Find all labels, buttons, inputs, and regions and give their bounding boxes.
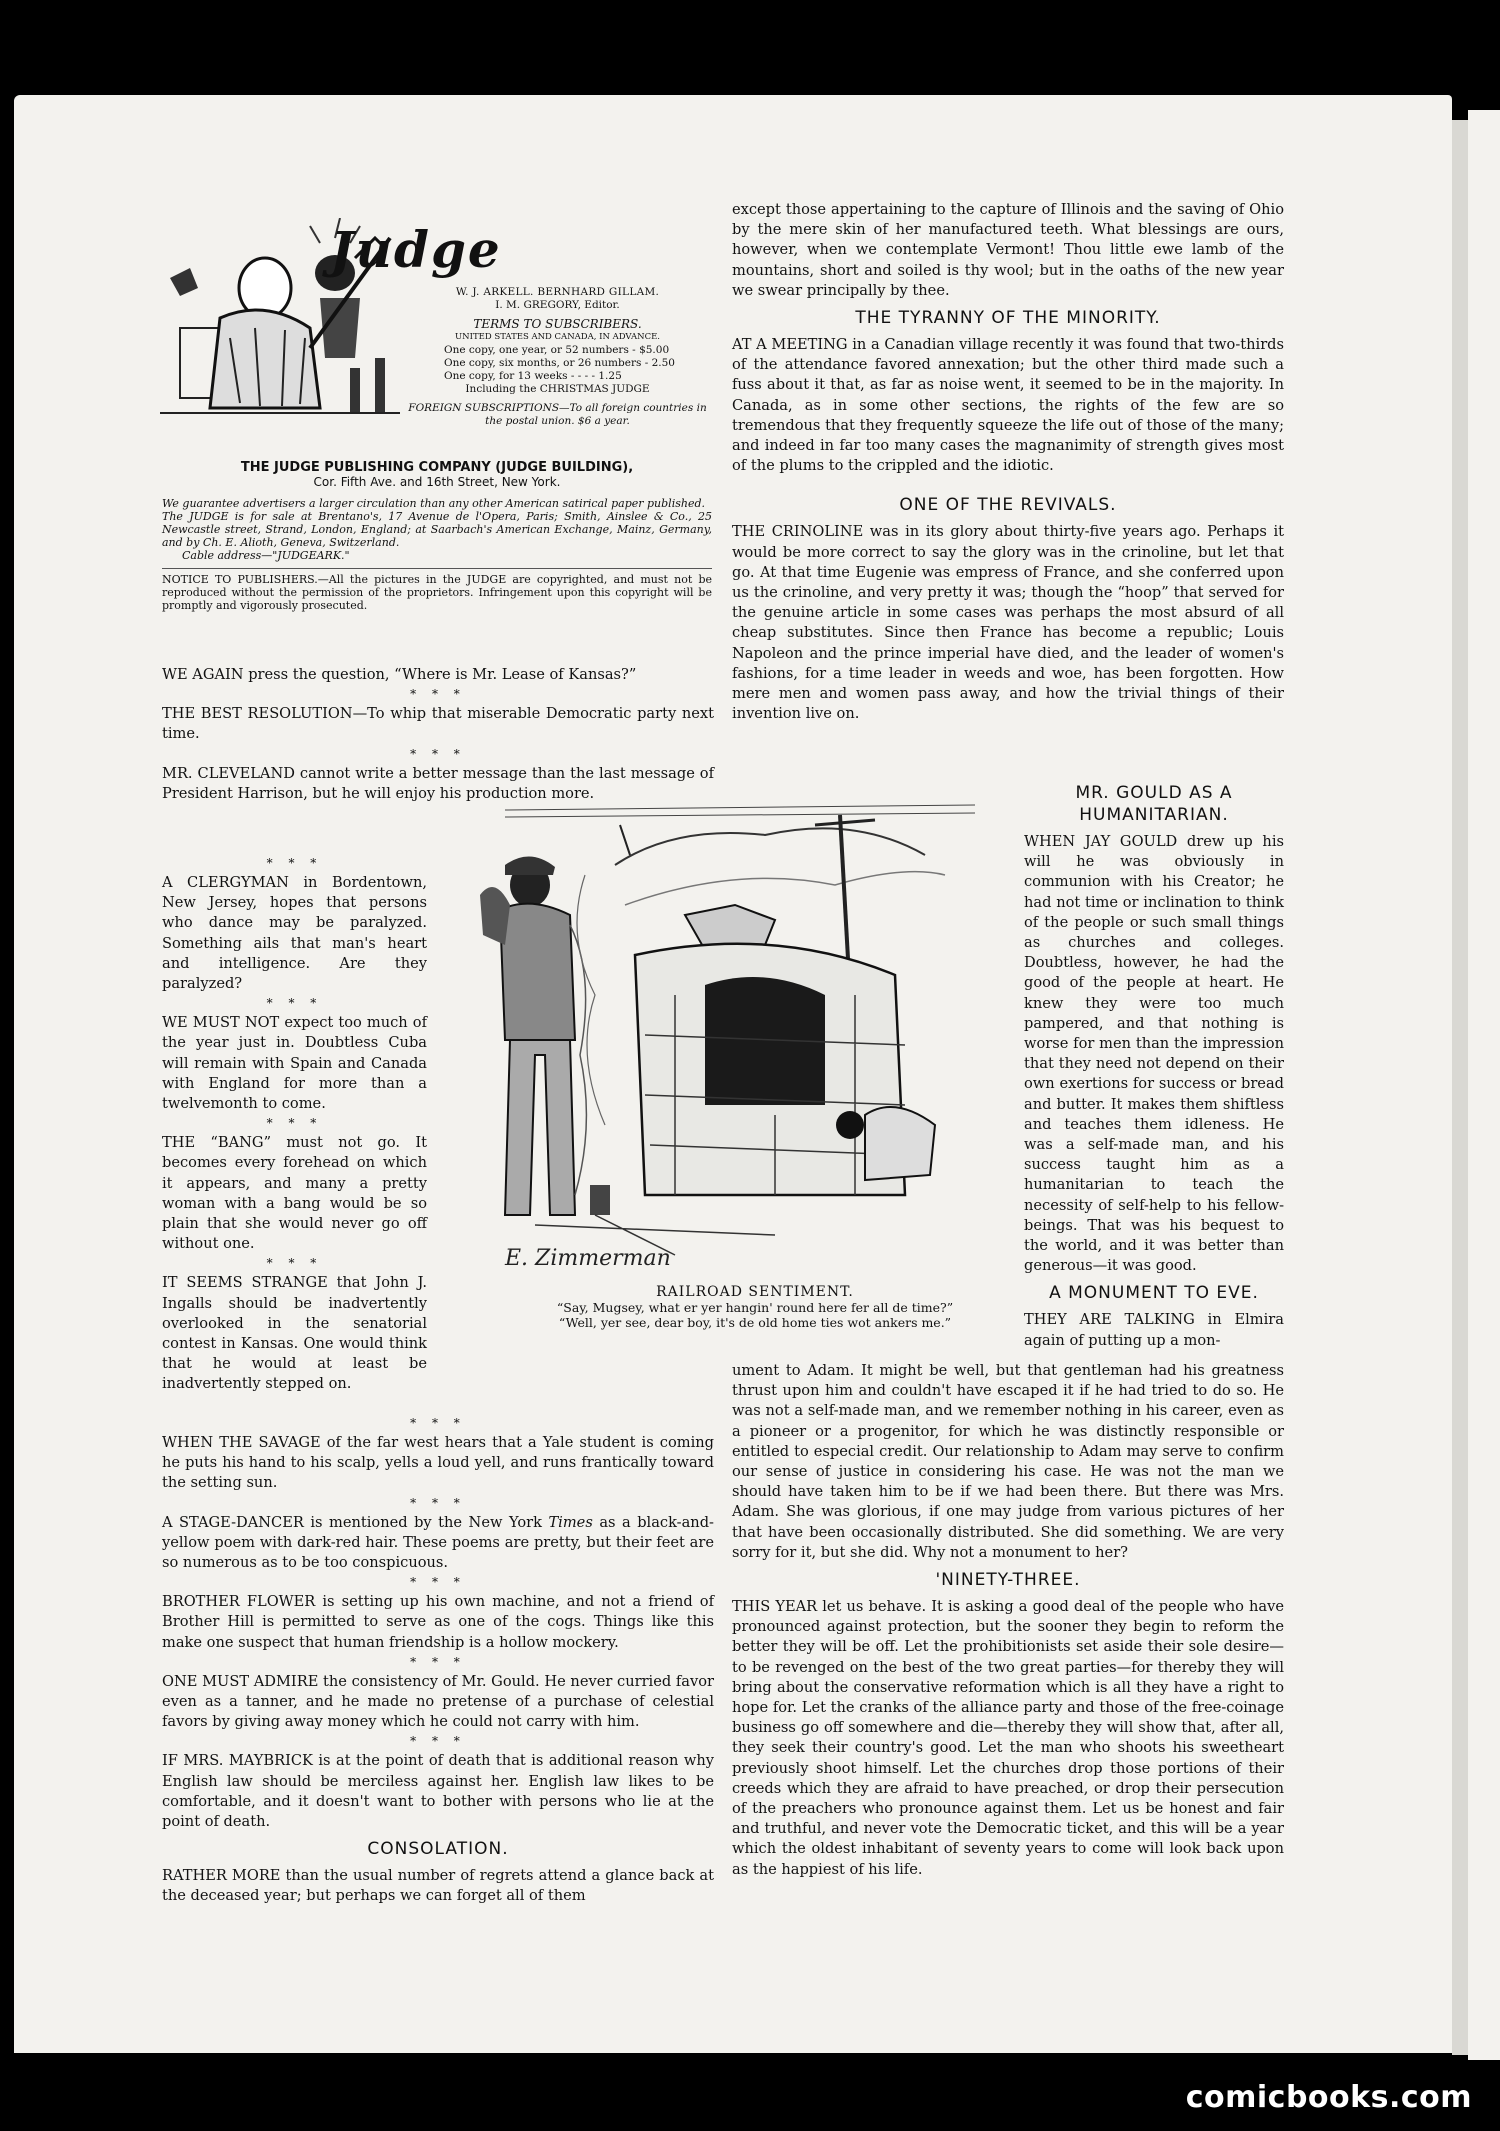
right-column bbox=[732, 200, 1284, 726]
terms-line: One copy, for 13 weeks - - - - 1.25 bbox=[444, 370, 622, 382]
watermark: comicbooks.com bbox=[1185, 2080, 1472, 2115]
separator: * * * bbox=[410, 746, 466, 761]
paragraph: WE AGAIN press the question, “Where is Mr. Lease of Kansas?” bbox=[162, 666, 637, 683]
paragraph bbox=[162, 1513, 714, 1574]
separator: * * * bbox=[266, 1256, 323, 1271]
terms-line: One copy, six months, or 26 numbers - 2.50 bbox=[444, 357, 675, 369]
illustration-caption bbox=[505, 1285, 1005, 1330]
foreign-subscriptions: FOREIGN SUBSCRIPTIONS—To all foreign countries in the postal union. $6 a year. bbox=[408, 402, 707, 427]
left-narrow-column bbox=[162, 855, 427, 1397]
paragraph-text: A STAGE-DANCER is mentioned by the New York bbox=[162, 1513, 549, 1531]
separator: * * * bbox=[410, 1416, 466, 1430]
left-column bbox=[162, 665, 714, 806]
paragraph: A CLERGYMAN in Bordentown, New Jersey, hopes that persons who dance may be paralyzed. Something ails that man's heart and intelligence. Are they paralyzed? bbox=[162, 874, 427, 993]
next-page-edge bbox=[1468, 110, 1500, 2060]
paragraph: WHEN THE SAVAGE of the far west hears that a Yale student is coming he puts his hand to his scalp, yells a loud yell, and runs frantically toward the setting sun. bbox=[162, 1434, 714, 1492]
terms-line: One copy, one year, or 52 numbers - $5.00 bbox=[444, 344, 670, 356]
paragraph: AT A MEETING in a Canadian village recently it was found that two-thirds of the attendance favored annexation; but the other third made such a fuss about it that, as far as noise went, it seemed to be in the majority. In Canada, as in some other sections, the rights of the few are so tremendous that they frequently squeeze the life out of those of the many; and indeed in far too many cases the magnanimity of strength gives most of the plums to the crippled and the idiotic. bbox=[732, 336, 1284, 475]
advertiser-guarantee: We guarantee advertisers a larger circulation than any other American satirical paper published. bbox=[162, 497, 705, 510]
paragraph-text: as a black-and-yellow poem with dark-red hair. These poems are pretty, but their feet are so numerous as to be too conspicuous. bbox=[162, 1513, 714, 1572]
company-name: THE JUDGE PUBLISHING COMPANY (JUDGE BUILDING), bbox=[240, 460, 634, 475]
separator: * * * bbox=[266, 856, 323, 870]
paragraph: BROTHER FLOWER is setting up his own machine, and not a friend of Brother Hill is permitted to serve as one of the cogs. Things like this make one suspect that human friendship is a hollow mockery. bbox=[162, 1593, 714, 1651]
paragraph: ONE MUST ADMIRE the consistency of Mr. Gould. He never curried favor even as a tanner, and he made no pretense of a purchase of celestial favors by giving away money which he could not carry with him. bbox=[162, 1672, 714, 1731]
notice-to-publishers: NOTICE TO PUBLISHERS.—All the pictures in the JUDGE are copyrighted, and must not be reproduced without the permission of the proprietors. Infringement upon this copyright will be promptly and vigorously prosecuted. bbox=[162, 573, 712, 612]
company-address: Cor. Fifth Ave. and 16th Street, New York. bbox=[313, 475, 561, 489]
heading-consolation: CONSOLATION. bbox=[367, 1839, 509, 1860]
railroad-sentiment-illustration bbox=[475, 795, 1030, 1280]
heading-tyranny: THE TYRANNY OF THE MINORITY. bbox=[855, 308, 1161, 329]
separator: * * * bbox=[410, 687, 466, 702]
artist-signature: E. Zimmerman bbox=[505, 1246, 671, 1271]
terms-heading: TERMS TO SUBSCRIBERS. bbox=[473, 317, 642, 331]
separator: * * * bbox=[410, 1654, 466, 1669]
paragraph: except those appertaining to the capture of Illinois and the saving of Ohio by the mere skin of her manufactured teeth. What blessings are ours, however, when we contemplate Vermont! Thou little ewe lamb of the mountains, short and soiled is thy wool; but in the oaths of the new year we swear principally by thee. bbox=[732, 201, 1284, 299]
paragraph: RATHER MORE than the usual number of regrets attend a glance back at the deceased year; but perhaps we can forget all of them bbox=[162, 1867, 714, 1905]
paragraph: THIS YEAR let us behave. It is asking a good deal of the people who have pronounced against protection, but the sooner they begin to reform the better they will be off. Let the prohibitionists set aside their sole desire—to be revenged on the best of the two great parties—for thereby they will bring about the conservative reformation which is all they have a right to hope for. Let the cranks of the alliance party and those of the free-coinage business go off somewhere and die—thereby they will show that, after all, they seek their country's good. Let the man who shoots his sweetheart previously shoot himself. Let the churches drop those portions of their creeds which they are afraid to have preached, or drop their persecution of the preachers who pronounce against them. Let us be honest and fair and truthful, and never vote the Democratic ticket, and this will be a year which the oldest inhabitant of seventy years to come will look back upon as the happiest of his life. bbox=[732, 1598, 1284, 1878]
paragraph: THE “BANG” must not go. It becomes every forehead on which it appears, and many a pretty woman with a bang would be so plain that she would never go off without one. bbox=[162, 1134, 427, 1253]
heading-eve: A MONUMENT TO EVE. bbox=[1049, 1283, 1259, 1304]
heading-revivals: ONE OF THE REVIVALS. bbox=[899, 495, 1117, 516]
caption-title: RAILROAD SENTIMENT. bbox=[656, 1284, 854, 1300]
terms-sub: UNITED STATES AND CANADA, IN ADVANCE. bbox=[455, 332, 660, 342]
right-lower-column bbox=[732, 1361, 1284, 1882]
paragraph: WHEN JAY GOULD drew up his will he was obviously in communion with his Creator; he had not time or inclination to think of the people or such small things as churches and colleges. Doubtless, however, he had the good of the people at heart. He knew they were too much pampered, and that nothing is worse for men than the impression that they need not depend on their own exertions for success or bread and butter. It makes them shiftless and teaches them idleness. He was a self-made man, and his success taught him as a humanitarian to teach the necessity of self-help to his fellow-beings. That was his bequest to the world, and it was better than generous—it was good. bbox=[1024, 833, 1284, 1275]
masthead bbox=[400, 286, 715, 428]
terms-line: Including the CHRISTMAS JUDGE bbox=[465, 383, 650, 395]
paragraph: IF MRS. MAYBRICK is at the point of death that is additional reason why English law should be merciless against her. English law likes to be comfortable, and it doesn't want to bother with persons who lie at the point of death. bbox=[162, 1752, 714, 1831]
paragraph: ument to Adam. It might be well, but that gentleman had his greatness thrust upon him and couldn't have escaped it if he had tried to do so. He was not a self-made man, and we remember nothing in his career, even as a pioneer or a progenitor, for which he was distinctly responsible or entitled to especial credit. Our relationship to Adam may serve to confirm our sense of justice in considering his case. He was not the man we should have taken him to be if we had been there. But there was Mrs. Adam. She was glorious, if one may judge from various pictures of her that have been occasionally distributed. She did something. We are very sorry for it, but she did. Why not a monument to her? bbox=[732, 1362, 1284, 1561]
separator: * * * bbox=[410, 1575, 466, 1590]
left-lower-column bbox=[162, 1415, 714, 1909]
judge-logo: Judge bbox=[330, 220, 502, 279]
heading-gould: MR. GOULD AS A HUMANITARIAN. bbox=[1075, 783, 1233, 825]
paragraph: THE CRINOLINE was in its glory about thirty-five years ago. Perhaps it would be more correct to say the glory was in the crinoline, but let that go. At that time Eugenie was empress of France, and she conferred upon us the crinoline, and very pretty it was; though the “hoop” that served for the genuine article in some cases was perhaps the most absurd of all cheap substitutes. Since then France has become a republic; Louis Napoleon and the prince imperial have died, and the leader of women's fashions, for a time leader in weeds and woe, has been forgotten. How mere men and women pass away, and how the trivial things of their invention live on. bbox=[732, 523, 1284, 723]
right-narrow-column bbox=[1024, 782, 1284, 1353]
paragraph: MR. CLEVELAND cannot write a better message than the last message of President Harrison, but he will enjoy his production more. bbox=[162, 764, 714, 802]
caption-line: “Well, yer see, dear boy, it's de old home ties wot ankers me.” bbox=[558, 1315, 952, 1330]
staff-line: W. J. ARKELL. BERNHARD GILLAM. bbox=[455, 286, 660, 298]
separator: * * * bbox=[266, 1116, 323, 1131]
separator: * * * bbox=[266, 996, 323, 1011]
separator: * * * bbox=[410, 1734, 466, 1749]
sale-locations: The JUDGE is for sale at Brentano's, 17 Avenue de l'Opera, Paris; Smith, Ainslee & Co., 25 Newcastle street, Strand, London, England; at Saarbach's American Exchange, Mainz, Germany, and by Ch. E. Alioth, Geneva, Switzerland. bbox=[162, 510, 712, 549]
paragraph: THE BEST RESOLUTION—To whip that miserable Democratic party next time. bbox=[162, 705, 714, 743]
caption-line: “Say, Mugsey, what er yer hangin' round here fer all de time?” bbox=[556, 1300, 954, 1315]
publisher-block bbox=[162, 460, 712, 612]
page-edge bbox=[1452, 120, 1468, 2055]
paragraph: WE MUST NOT expect too much of the year just in. Doubtless Cuba will remain with Spain and Canada with England for more than a twelvemonth to come. bbox=[162, 1014, 427, 1113]
heading-ninety-three: 'NINETY-THREE. bbox=[935, 1570, 1081, 1591]
cable-address: Cable address—"JUDGEARK." bbox=[182, 549, 350, 562]
paragraph: IT SEEMS STRANGE that John J. Ingalls should be inadvertently overlooked in the senatorial contest in Kansas. One would think that he would at least be inadvertently stepped on. bbox=[162, 1274, 427, 1393]
newspaper-name: Times bbox=[548, 1513, 593, 1531]
paragraph: THEY ARE TALKING in Elmira again of putting up a mon- bbox=[1024, 1311, 1284, 1349]
editor-line: I. M. GREGORY, Editor. bbox=[495, 299, 620, 311]
separator: * * * bbox=[410, 1495, 466, 1510]
